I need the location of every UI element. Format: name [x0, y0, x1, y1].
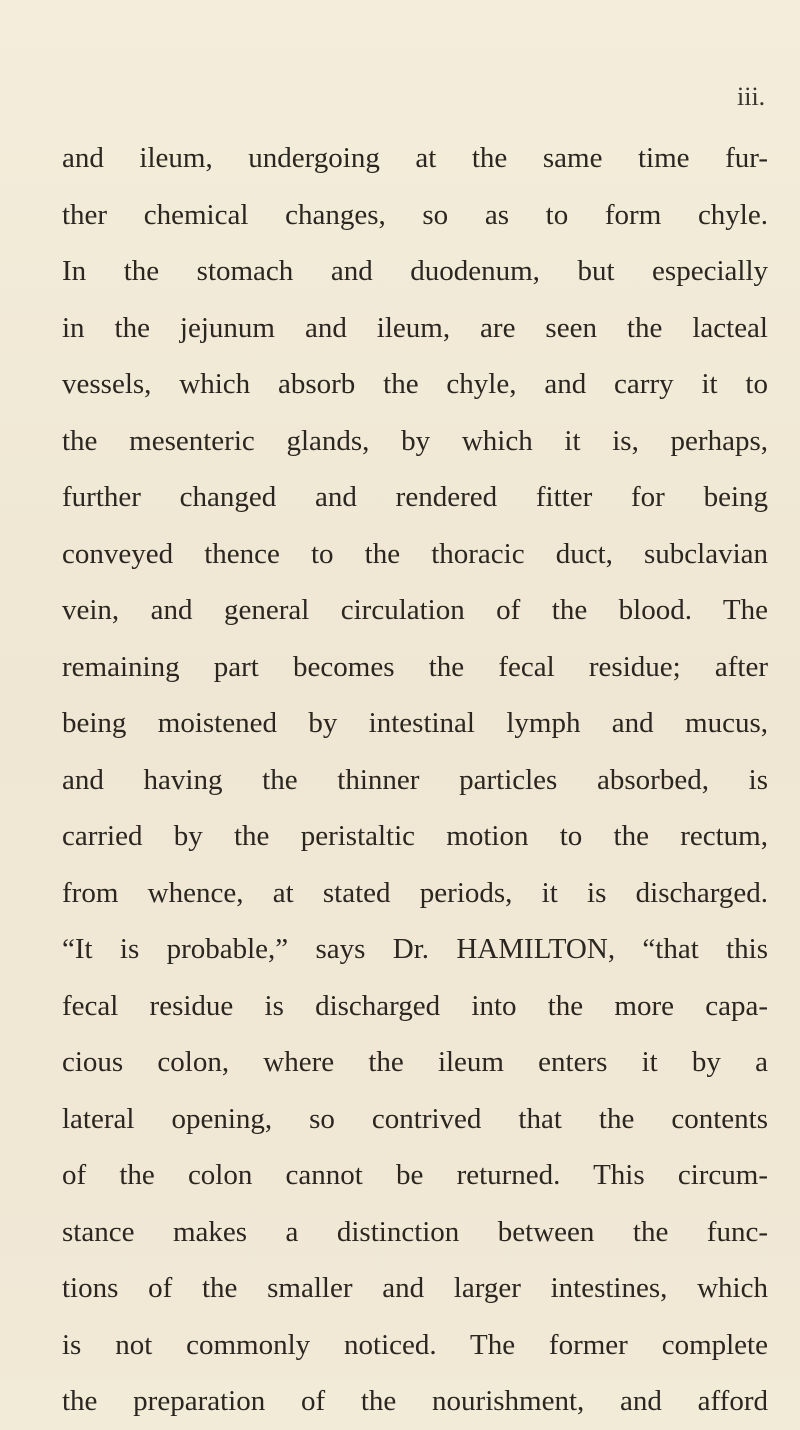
text-line-4: in the jejunum and ileum, are seen the lacteal	[62, 311, 768, 344]
text-line-12: and having the thinner particles absorbed, is	[62, 763, 768, 796]
body-text	[62, 130, 768, 1430]
text-line-22: is not commonly noticed. The former complete	[62, 1328, 768, 1361]
text-line-16: fecal residue is discharged into the more capa-	[62, 989, 768, 1022]
text-line-21: tions of the smaller and larger intestines, which	[62, 1272, 768, 1304]
text-line-5: vessels, which absorb the chyle, and carry it to	[62, 368, 768, 400]
text-line-9: vein, and general circulation of the blood. The	[62, 594, 768, 626]
text-line-6: the mesenteric glands, by which it is, perhaps,	[62, 424, 768, 457]
text-line-10: remaining part becomes the fecal residue; after	[62, 650, 768, 683]
page-number: iii.	[737, 82, 766, 111]
text-line-11: being moistened by intestinal lymph and mucus,	[62, 707, 768, 739]
text-line-17: cious colon, where the ileum enters it by a	[62, 1046, 768, 1078]
text-line-2: ther chemical changes, so as to form chyle.	[62, 198, 768, 231]
text-line-23: the preparation of the nourishment, and afford	[62, 1385, 768, 1417]
text-line-19: of the colon cannot be returned. This circum-	[62, 1159, 768, 1191]
text-line-8: conveyed thence to the thoracic duct, subclavian	[62, 537, 768, 570]
text-line-20: stance makes a distinction between the func-	[62, 1215, 768, 1248]
text-line-1: and ileum, undergoing at the same time fur-	[62, 142, 768, 174]
text-line-13: carried by the peristaltic motion to the rectum,	[62, 820, 768, 852]
text-line-18: lateral opening, so contrived that the contents	[62, 1102, 768, 1135]
text-line-15: “It is probable,” says Dr. HAMILTON, “that this	[62, 933, 768, 965]
text-line-14: from whence, at stated periods, it is discharged.	[62, 876, 768, 909]
text-line-3: In the stomach and duodenum, but especially	[62, 255, 768, 287]
text-line-7: further changed and rendered fitter for being	[62, 481, 768, 513]
